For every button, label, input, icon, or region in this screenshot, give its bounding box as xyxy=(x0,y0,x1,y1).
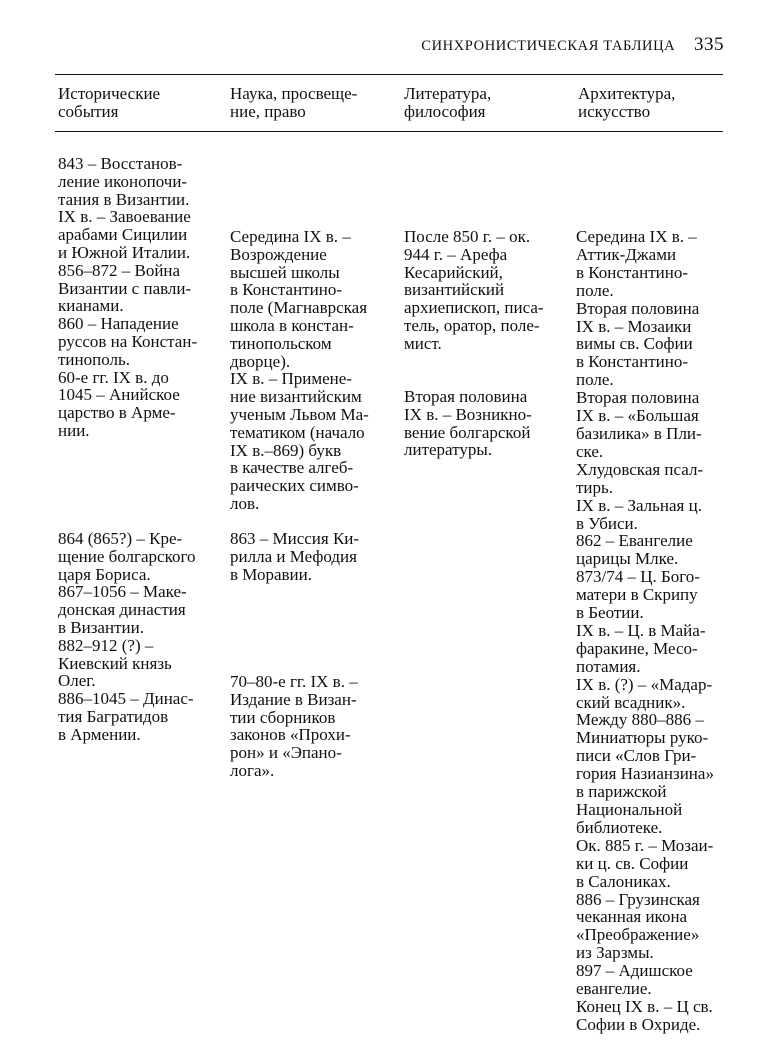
header-literature: Литература, философия xyxy=(404,84,492,121)
header-science: Наука, просвеще- ние, право xyxy=(230,84,358,121)
running-head xyxy=(421,34,724,56)
literature-entry-1: После 850 г. – ок. 944 г. – Арефа Кесарийский, византийский архиепископ, писа- тель, оратор, поле- мист. xyxy=(404,227,544,353)
header-art: Архитектура, искусство xyxy=(578,84,676,121)
art-entry-1: Середина IX в. – Аттик-Джами в Константино- поле. Вторая половина IX в. – Мозаики вимы св. Софии в Константино- поле. Вторая половина IX в. – «Большая базилика» в Пли- ске. Хлудовская псал- тирь. IX в. – Зальная ц. в Убиси. 862 – Евангелие царицы Млке. 873/74 – Ц. Бого- матери в Скрипу в Беотии. IX в. – Ц. в Майа- фаракине, Месо- потамия. IX в. (?) – «Мадар- ский всадник». Между 880–886 – Миниатюры руко- писи «Слов Гри- гория Назианзина» в парижской Национальной библиотеке. Ок. 885 г. – Мозаи- ки ц. св. Софии в Салониках. 886 – Грузинская чеканная икона «Преображение» из Зарзмы. 897 – Адишское евангелие. Конец IX в. – Ц св. Софии в Охриде. xyxy=(576,227,714,1034)
header-rule xyxy=(55,131,723,132)
science-entry-1: Середина IX в. – Возрождение высшей школы в Константино- поле (Магнаврская школа в констан- тинопольском дворце). IX в. – Примене- ние византийским ученым Львом Ма- тематиком (начало IX в.–869) букв в качестве алгеб- раических симво- лов. xyxy=(230,227,369,513)
history-entry-1: 843 – Восстанов- ление иконопочи- тания в Византии. IX в. – Завоевание арабами Сицилии и Южной Италии. 856–872 – Война Византии с павли- кианами. 860 – Нападение руссов на Констан- тинополь. 60-е гг. IX в. до 1045 – Анийское царство в Арме- нии. xyxy=(58,154,198,440)
history-entry-2: 864 (865?) – Кре- щение болгарского царя Бориса. 867–1056 – Маке- донская династия в Византии. 882–912 (?) – Киевский князь Олег. 886–1045 – Динас- тия Багратидов в Армении. xyxy=(58,529,196,744)
science-entry-3: 70–80-е гг. IX в. – Издание в Визан- тии сборников законов «Прохи- рон» и «Эпано- лога». xyxy=(230,672,358,780)
running-head-title: СИНХРОНИСТИЧЕСКАЯ ТАБЛИЦА xyxy=(421,38,676,54)
top-rule xyxy=(55,74,723,75)
literature-entry-2: Вторая половина IX в. – Возникно- вение болгарской литературы. xyxy=(404,387,532,460)
header-history: Исторические события xyxy=(58,84,161,121)
page-number: 335 xyxy=(694,34,724,55)
science-entry-2: 863 – Миссия Ки- рилла и Мефодия в Моравии. xyxy=(230,529,360,584)
